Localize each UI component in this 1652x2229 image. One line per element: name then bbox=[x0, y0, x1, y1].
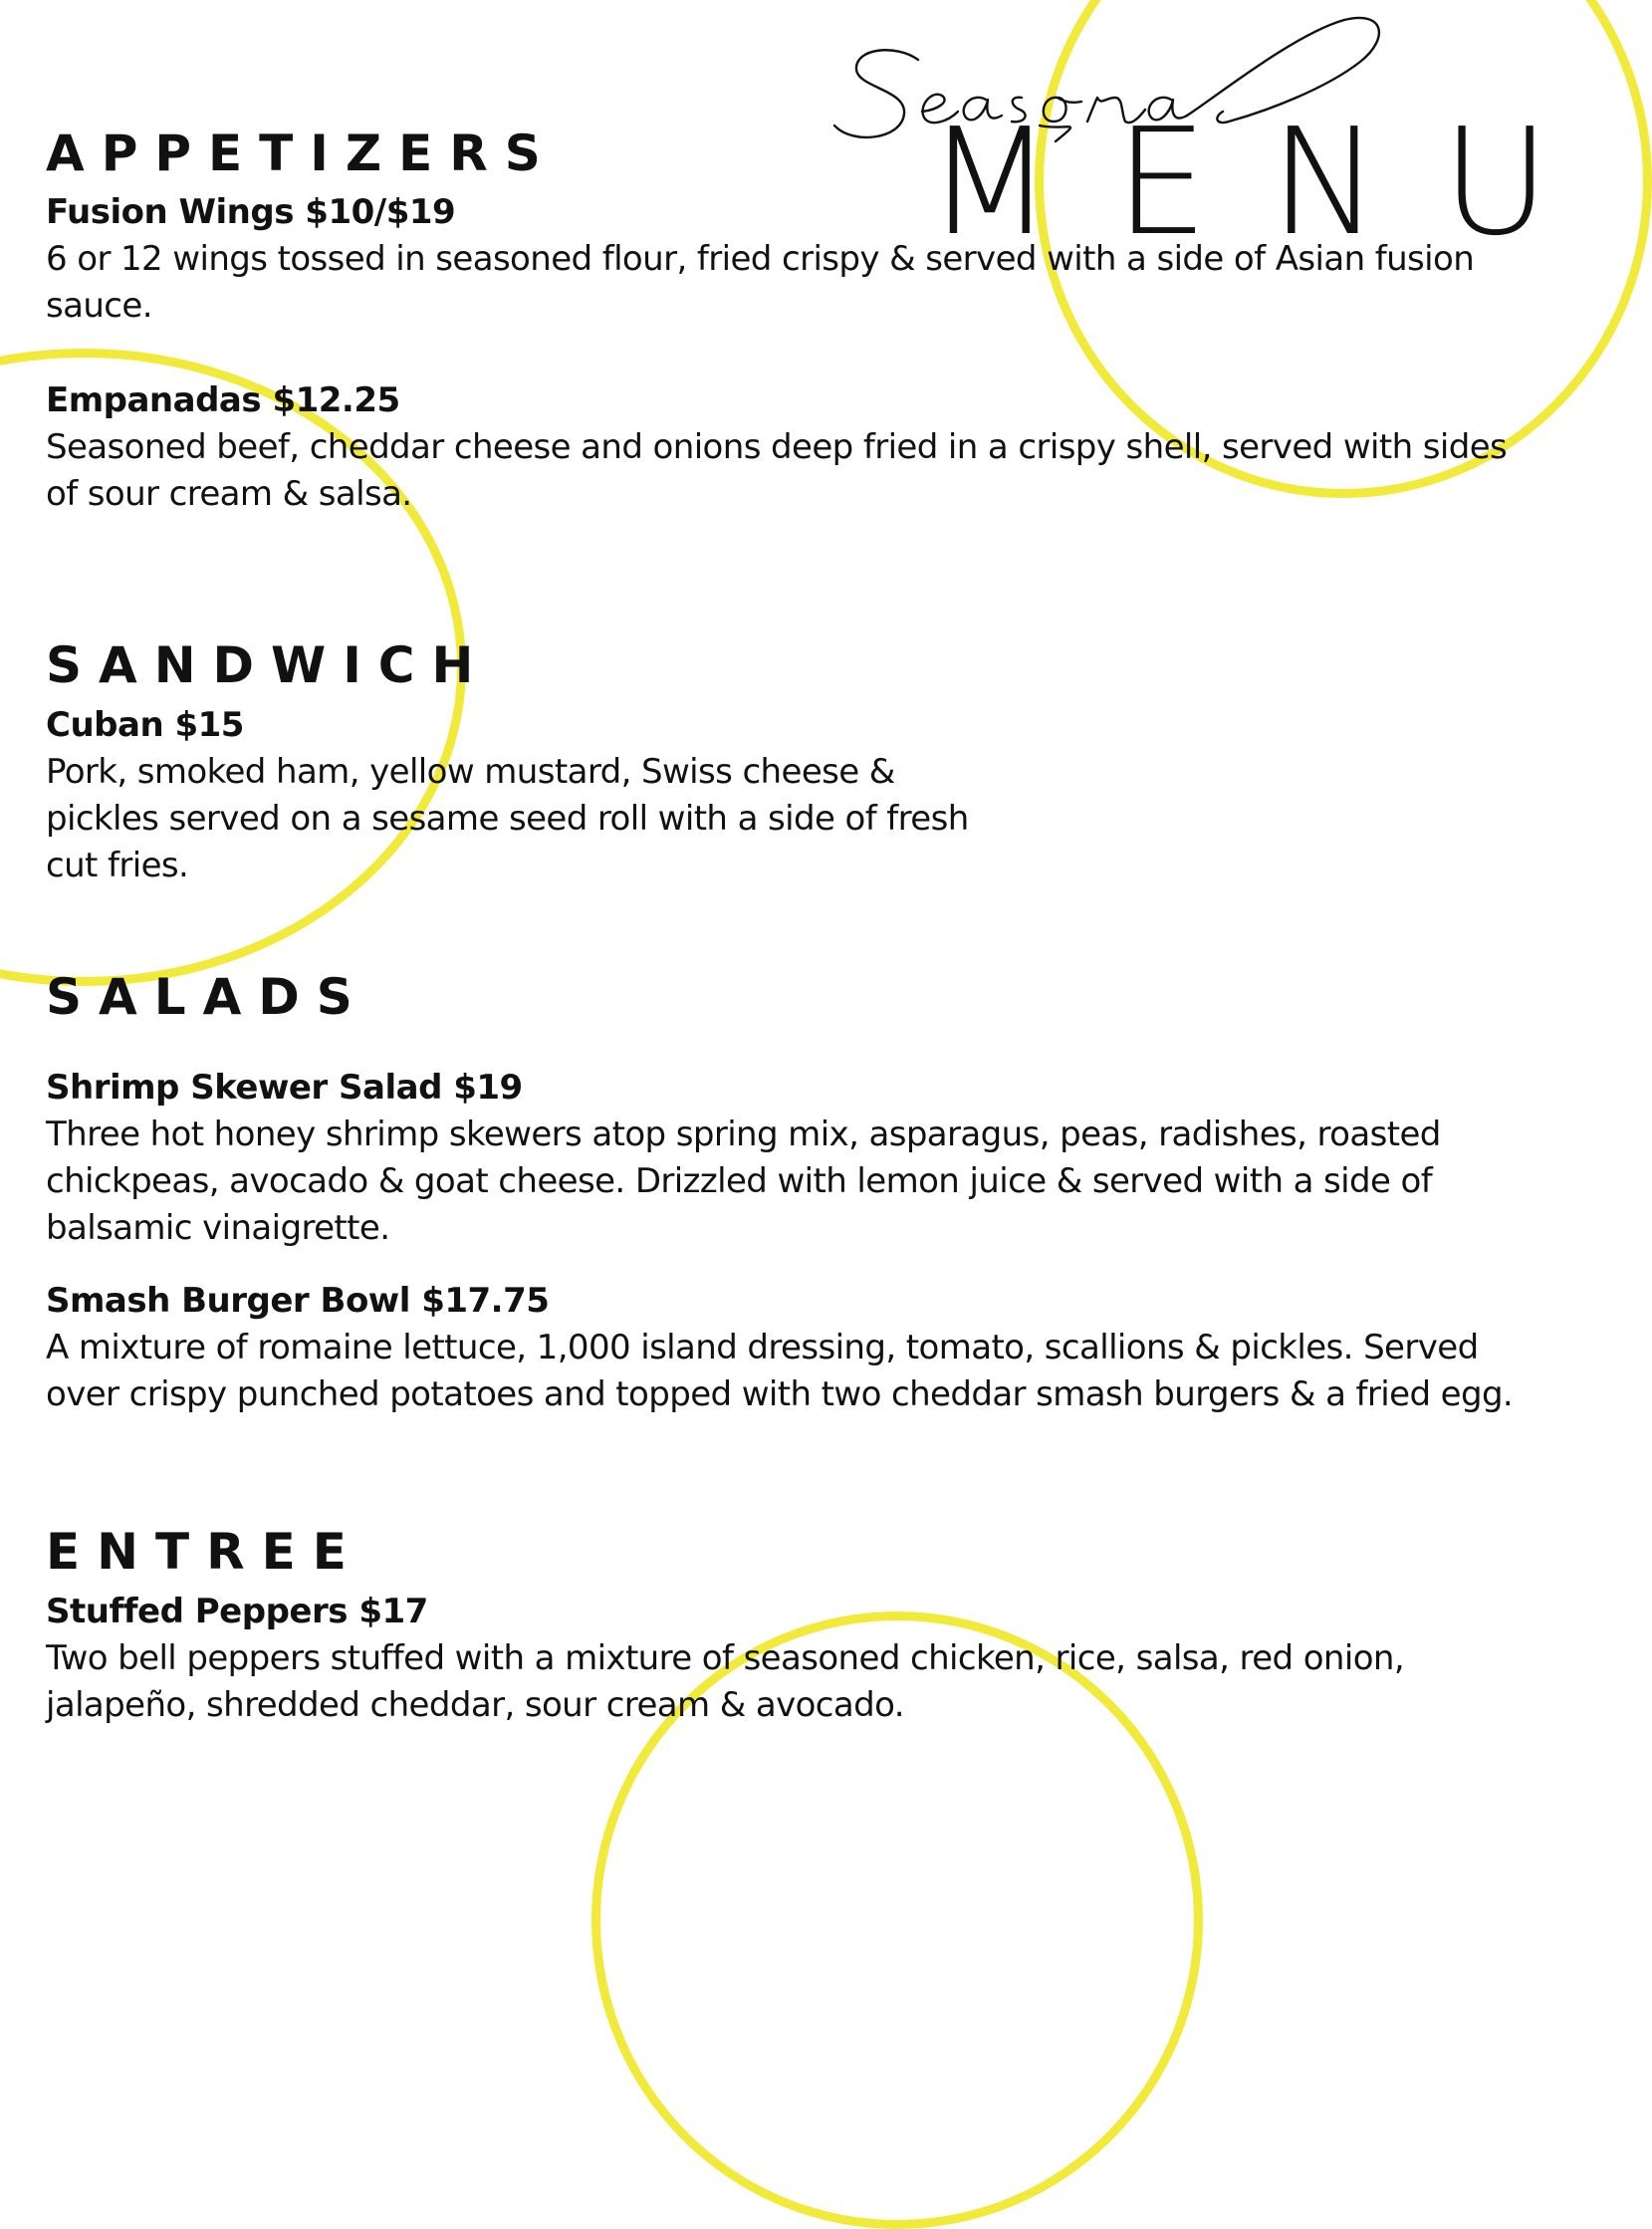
item-description: Two bell peppers stuffed with a mixture of seasoned chicken, rice, salsa, red onion, jalapeño, shredded cheddar, sour cream & avocado. bbox=[46, 1638, 1405, 1725]
menu-item-smash-burger-bowl bbox=[46, 1278, 1515, 1418]
item-description: Three hot honey shrimp skewers atop spring mix, asparagus, peas, radishes, roasted chickpeas, avocado & goat cheese. Drizzled with lemon juice & served with a side of balsamic vinaigrette. bbox=[46, 1114, 1441, 1248]
item-name: Fusion Wings $10/$19 bbox=[46, 192, 456, 232]
menu-item-cuban bbox=[46, 702, 1002, 889]
menu-item-empanadas bbox=[46, 377, 1510, 518]
menu-item-shrimp-skewer-salad bbox=[46, 1065, 1515, 1252]
item-description: 6 or 12 wings tossed in seasoned flour, fried crispy & served with a side of Asian fusion sauce. bbox=[46, 239, 1475, 326]
item-description: Seasoned beef, cheddar cheese and onions deep fried in a crispy shell, served with sides of sour cream & salsa. bbox=[46, 427, 1508, 514]
menu-item-fusion-wings bbox=[46, 189, 1510, 330]
section-heading-entree: ENTREE bbox=[46, 1523, 363, 1581]
item-description: A mixture of romaine lettuce, 1,000 island dressing, tomato, scallions & pickles. Served over crispy punched potatoes and topped with two cheddar smash burgers & a fried egg. bbox=[46, 1328, 1514, 1414]
item-name: Empanadas $12.25 bbox=[46, 380, 400, 420]
item-name: Cuban $15 bbox=[46, 705, 244, 745]
menu-title: MENU bbox=[926, 97, 1612, 268]
menu-item-stuffed-peppers bbox=[46, 1589, 1510, 1729]
item-name: Shrimp Skewer Salad $19 bbox=[46, 1068, 523, 1108]
section-heading-salads: SALADS bbox=[46, 968, 369, 1026]
section-heading-appetizers: APPETIZERS bbox=[46, 124, 558, 182]
item-name: Stuffed Peppers $17 bbox=[46, 1592, 428, 1631]
item-name: Smash Burger Bowl $17.75 bbox=[46, 1281, 550, 1321]
item-description: Pork, smoked ham, yellow mustard, Swiss cheese & pickles served on a sesame seed roll with a side of fresh cut fries. bbox=[46, 752, 969, 885]
section-heading-sandwich: SANDWICH bbox=[46, 636, 491, 694]
